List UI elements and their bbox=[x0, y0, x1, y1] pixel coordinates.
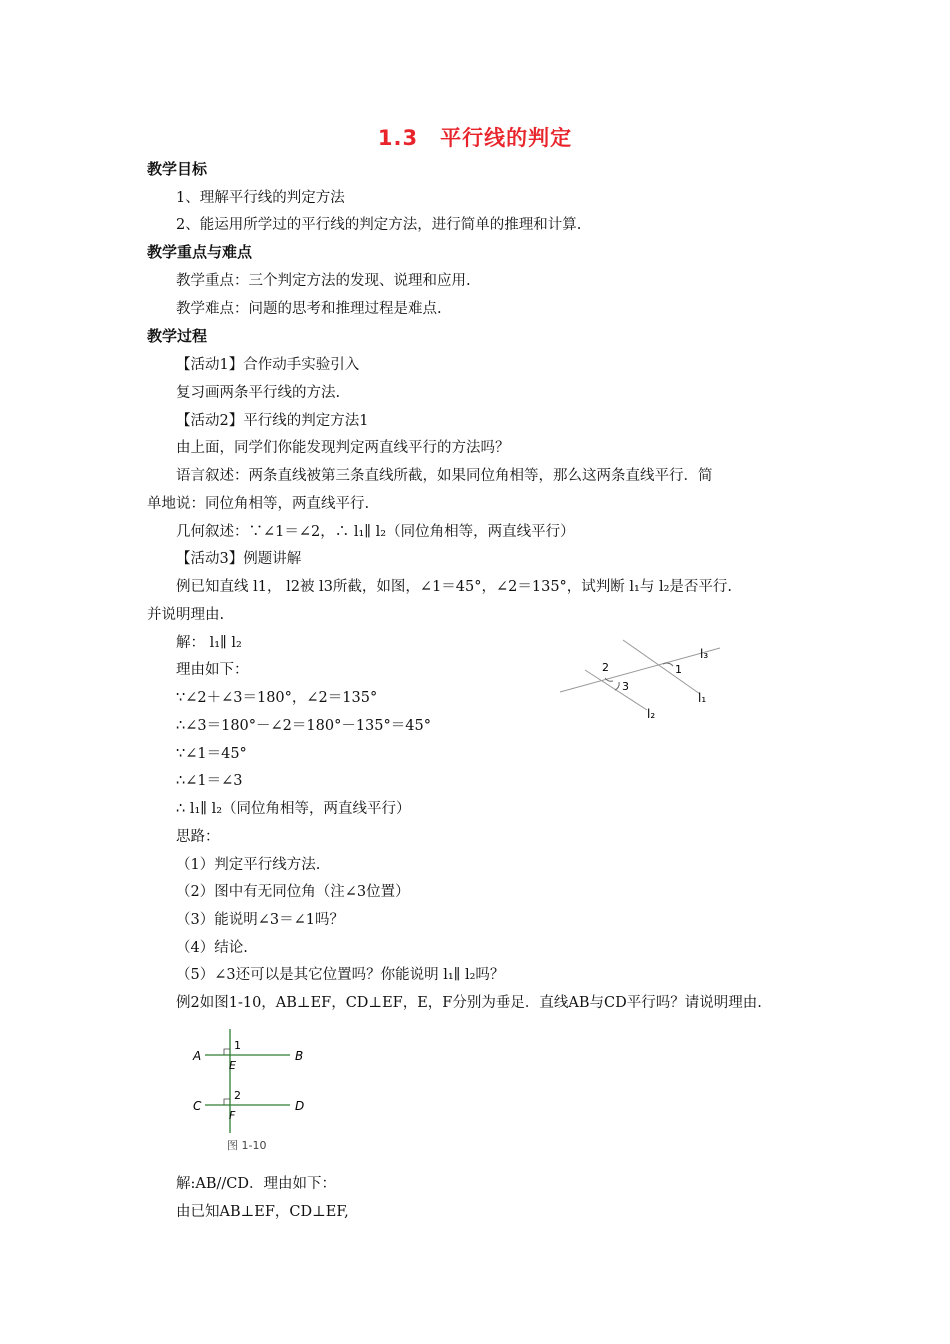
activity-3-heading: 【活动3】例题讲解 bbox=[176, 551, 302, 567]
angle-1-arc bbox=[663, 663, 673, 666]
paragraph-line: （5）∠3还可以是其它位置吗？你能说明 l₁∥ l₂吗？ bbox=[176, 967, 505, 983]
paragraph-line: 思路： bbox=[176, 829, 220, 845]
goal-2: 2、能运用所学过的平行线的判定方法，进行简单的推理和计算. bbox=[176, 217, 582, 233]
paragraph-line: 例已知直线 l1， l2被 l3所截，如图，∠1＝45°，∠2＝135°，试判断 l₁与 l₂是否平行. bbox=[176, 579, 733, 595]
right-angle-E bbox=[224, 1049, 230, 1055]
paragraph-line: ∵∠2＋∠3＝180°，∠2＝135° bbox=[176, 690, 378, 706]
perpendicular-lines-figure bbox=[185, 1025, 325, 1155]
label-D: D bbox=[295, 1099, 305, 1113]
label-l1: l₁ bbox=[698, 691, 707, 705]
label-C: C bbox=[193, 1099, 202, 1113]
paragraph-line: （4）结论. bbox=[176, 940, 248, 956]
paragraph-line: 并说明理由. bbox=[147, 607, 225, 623]
label-angle-2: 2 bbox=[234, 1089, 241, 1102]
paragraph-line: 解:AB//CD．理由如下： bbox=[176, 1176, 337, 1192]
paragraph-line: ∴ l₁∥ l₂（同位角相等，两直线平行） bbox=[176, 801, 411, 817]
focus-text: 教学重点：三个判定方法的发现、说理和应用. bbox=[176, 273, 471, 289]
difficulty-text: 教学难点：问题的思考和推理过程是难点. bbox=[176, 301, 442, 317]
label-angle-2: 2 bbox=[602, 661, 609, 674]
angle-3-arc bbox=[615, 682, 619, 690]
label-l3: l₃ bbox=[700, 647, 709, 661]
paragraph-line: （2）图中有无同位角（注∠3位置） bbox=[176, 884, 410, 900]
line-l3 bbox=[560, 648, 720, 692]
label-angle-3: 3 bbox=[622, 680, 629, 693]
paragraph-line: 几何叙述：∵∠1＝∠2，∴ l₁∥ l₂（同位角相等，两直线平行） bbox=[176, 524, 575, 540]
label-B: B bbox=[295, 1049, 304, 1063]
label-A: A bbox=[193, 1049, 202, 1063]
heading-focus-difficulty: 教学重点与难点 bbox=[147, 243, 253, 261]
paragraph-line: （1）判定平行线方法. bbox=[176, 857, 321, 873]
line-l1 bbox=[623, 640, 700, 694]
paragraph-line: ∴∠3＝180°－∠2＝180°－135°＝45° bbox=[176, 718, 431, 734]
paragraph-line: ∴∠1＝∠3 bbox=[176, 773, 243, 789]
label-angle-1: 1 bbox=[234, 1039, 241, 1052]
label-E: E bbox=[229, 1059, 236, 1072]
paragraph-line: 理由如下： bbox=[176, 662, 249, 678]
right-angle-F bbox=[224, 1099, 230, 1105]
paragraph-line: 语言叙述：两条直线被第三条直线所截，如果同位角相等，那么这两条直线平行．简 bbox=[176, 468, 713, 484]
page-title: 1.3 平行线的判定 bbox=[377, 126, 573, 150]
figure-caption: 图 1-10 bbox=[227, 1139, 267, 1152]
paragraph-line: 复习画两条平行线的方法. bbox=[176, 385, 341, 401]
paragraph-line: 单地说：同位角相等，两直线平行. bbox=[147, 496, 370, 512]
paragraph-line: 由已知AB⊥EF，CD⊥EF, bbox=[176, 1204, 349, 1220]
paragraph-line: （3）能说明∠3＝∠1吗？ bbox=[176, 912, 344, 928]
paragraph-line: 由上面，同学们你能发现判定两直线平行的方法吗？ bbox=[176, 440, 510, 456]
label-angle-1: 1 bbox=[675, 663, 682, 676]
goal-1: 1、理解平行线的判定方法 bbox=[176, 190, 345, 206]
heading-teaching-goals: 教学目标 bbox=[147, 160, 208, 178]
paragraph-line: ∵∠1＝45° bbox=[176, 746, 247, 762]
activity-1-heading: 【活动1】合作动手实验引入 bbox=[176, 357, 360, 373]
heading-teaching-process: 教学过程 bbox=[147, 327, 208, 345]
paragraph-line: 解： l₁∥ l₂ bbox=[176, 635, 242, 651]
activity-2-heading: 【活动2】平行线的判定方法1 bbox=[176, 413, 369, 429]
paragraph-line: 例2如图1-10，AB⊥EF，CD⊥EF，E，F分别为垂足．直线AB与CD平行吗？请说明理由. bbox=[176, 995, 762, 1011]
label-l2: l₂ bbox=[647, 707, 656, 721]
parallel-lines-figure bbox=[555, 630, 730, 730]
label-F: F bbox=[229, 1109, 236, 1122]
